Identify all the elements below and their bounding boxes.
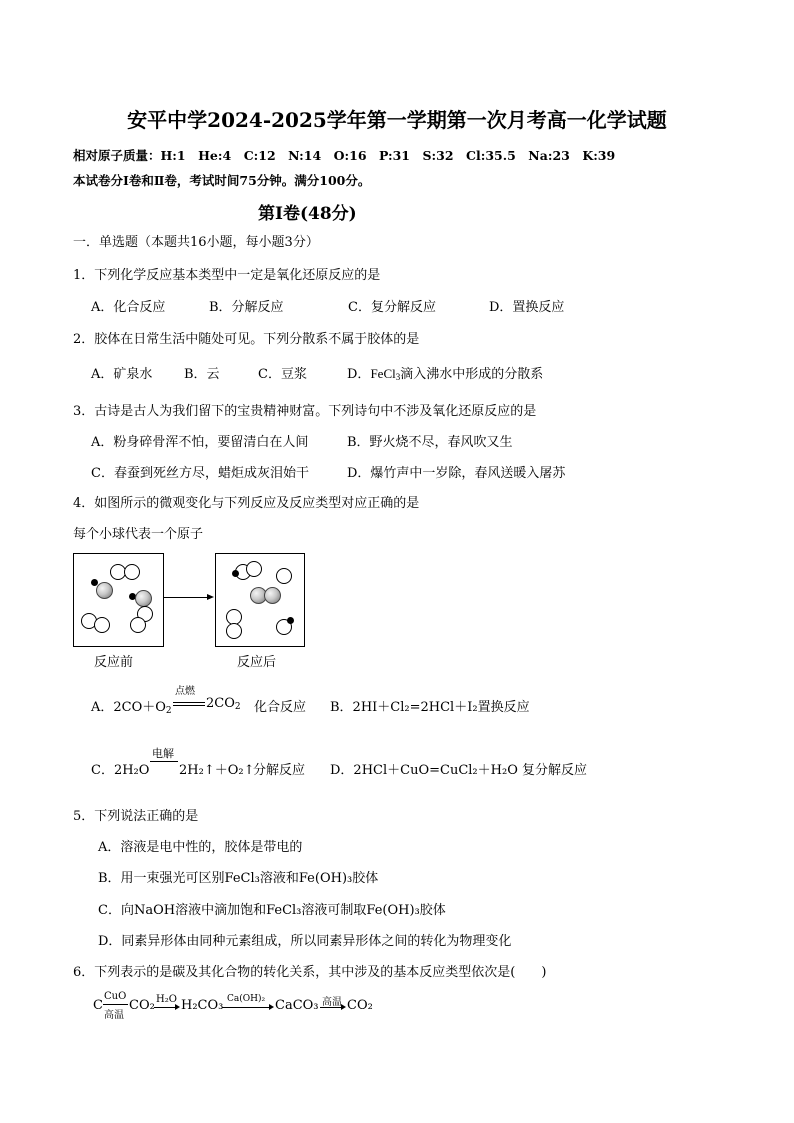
after-label: 反应后 — [237, 655, 277, 670]
high-temp-condition: 高温 — [104, 1010, 124, 1021]
oxygen-atom — [226, 623, 242, 639]
oxygen-atom — [94, 617, 110, 633]
hydrogen-atom — [287, 617, 294, 624]
before-label: 反应前 — [94, 655, 134, 670]
ignition-condition: 点燃 — [175, 686, 195, 697]
arrow-head-icon — [341, 1004, 346, 1010]
chlorine-atom — [264, 587, 281, 604]
question-3-option-c[interactable]: C．春蚕到死丝方尽，蜡炬成灰泪始干 — [91, 466, 309, 481]
oxygen-atom — [246, 561, 262, 577]
water-condition: H₂O — [156, 994, 177, 1005]
question-4-stem: 4．如图所示的微观变化与下列反应及反应类型对应正确的是 — [73, 496, 420, 511]
oxygen-atom — [276, 568, 292, 584]
question-5-stem: 5．下列说法正确的是 — [73, 809, 199, 824]
cuo-condition: CuO — [104, 991, 127, 1002]
chain-arrow-1 — [103, 1004, 128, 1005]
fecl3-formula: FeCl$_3$ — [370, 366, 401, 382]
section-heading: 一．单选题（本题共16小题，每小题3分） — [73, 235, 319, 250]
question-1-stem: 1．下列化学反应基本类型中一定是氧化还原反应的是 — [73, 268, 381, 283]
question-2-option-d[interactable] — [347, 363, 543, 382]
question-2-option-b[interactable]: B．云 — [184, 367, 220, 382]
question-4-option-d[interactable]: D．2HCl＋CuO=CuCl₂＋H₂O 复分解反应 — [330, 763, 587, 778]
question-2-stem: 2．胶体在日常生活中随处可见。下列分散系不属于胶体的是 — [73, 332, 420, 347]
chain-carbon: C — [93, 998, 103, 1013]
section-title: 第Ⅰ卷(48分) — [258, 204, 357, 224]
hydrogen-atom — [232, 570, 239, 577]
electrolysis-condition: 电解 — [152, 747, 174, 760]
chain-caco3: CaCO₃ — [275, 998, 319, 1013]
before-reaction-box — [73, 553, 164, 647]
chain-co2-final: CO₂ — [347, 998, 373, 1013]
option-a-type: 化合反应 — [254, 700, 307, 715]
chain-arrow-2 — [154, 1007, 175, 1008]
chain-h2co3: H₂CO₃ — [181, 998, 224, 1013]
oxygen-atom — [130, 617, 146, 633]
chlorine-atom — [135, 590, 152, 607]
question-2-option-a[interactable]: A．矿泉水 — [91, 367, 153, 382]
question-5-option-b[interactable]: B．用一束强光可区别FeCl₃溶液和Fe(OH)₃胶体 — [98, 871, 379, 886]
heating-condition: 高温 — [322, 997, 342, 1008]
question-5-option-d[interactable]: D．同素异形体由同种元素组成，所以同素异形体之间的转化为物理变化 — [98, 934, 512, 949]
option-d-prefix: D． — [347, 367, 371, 382]
question-1-option-d[interactable]: D．置换反应 — [489, 300, 565, 315]
chain-arrow-3 — [222, 1007, 269, 1008]
chlorine-atom — [96, 582, 113, 599]
option-c-products: 2H₂↑＋O₂↑ — [179, 763, 255, 778]
option-c-type: 分解反应 — [253, 763, 306, 778]
question-3-option-d[interactable]: D．爆竹声中一岁除，春风送暖入屠苏 — [347, 466, 566, 481]
exam-title: 安平中学2024-2025学年第一学期第一次月考高一化学试题 — [127, 108, 667, 132]
option-a-product: $2CO_2$ — [206, 696, 241, 712]
chain-arrow-4 — [320, 1007, 341, 1008]
arrow-head-icon — [207, 594, 214, 600]
option-a-reactants: A．$2CO+O_2$ — [91, 700, 172, 716]
question-4-option-b[interactable]: B．2HI＋Cl₂=2HCl＋I₂置换反应 — [330, 700, 530, 715]
chain-co2: CO₂ — [129, 998, 155, 1013]
question-4-option-a[interactable] — [91, 696, 172, 716]
reaction-arrow — [164, 597, 207, 598]
question-3-stem: 3．古诗是古人为我们留下的宝贵精神财富。下列诗句中不涉及氧化还原反应的是 — [73, 404, 537, 419]
arrow-head-icon — [269, 1004, 274, 1010]
question-6-stem: 6．下列表示的是碳及其化合物的转化关系，其中涉及的基本反应类型依次是( ) — [73, 965, 547, 980]
equals-sign — [173, 702, 205, 706]
question-4-option-c[interactable]: C．2H₂O — [91, 763, 150, 778]
question-5-option-a[interactable]: A．溶液是电中性的，胶体是带电的 — [98, 840, 303, 855]
question-5-option-c[interactable]: C．向NaOH溶液中滴加饱和FeCl₃溶液可制取Fe(OH)₃胶体 — [98, 903, 446, 918]
exam-info: 本试卷分Ⅰ卷和Ⅱ卷，考试时间75分钟。满分100分。 — [73, 173, 371, 188]
question-1-option-b[interactable]: B．分解反应 — [209, 300, 284, 315]
oxygen-atom — [124, 564, 140, 580]
after-reaction-box — [215, 553, 305, 647]
arrow-head-icon — [175, 1004, 180, 1010]
question-1-option-a[interactable]: A．化合反应 — [91, 300, 166, 315]
condition-line — [150, 761, 178, 762]
question-3-option-a[interactable]: A．粉身碎骨浑不怕，要留清白在人间 — [91, 435, 309, 450]
option-d-suffix: 滴入沸水中形成的分散系 — [400, 367, 544, 382]
caoh2-condition: Ca(OH)₂ — [227, 994, 266, 1004]
question-1-option-c[interactable]: C．复分解反应 — [348, 300, 436, 315]
question-3-option-b[interactable]: B．野火烧不尽，春风吹又生 — [347, 435, 513, 450]
question-4-note: 每个小球代表一个原子 — [73, 527, 204, 542]
atomic-masses: 相对原子质量：H:1 He:4 C:12 N:14 O:16 P:31 S:32 Cl:35.5 Na:23 K:39 — [73, 148, 616, 163]
question-2-option-c[interactable]: C．豆浆 — [258, 367, 307, 382]
